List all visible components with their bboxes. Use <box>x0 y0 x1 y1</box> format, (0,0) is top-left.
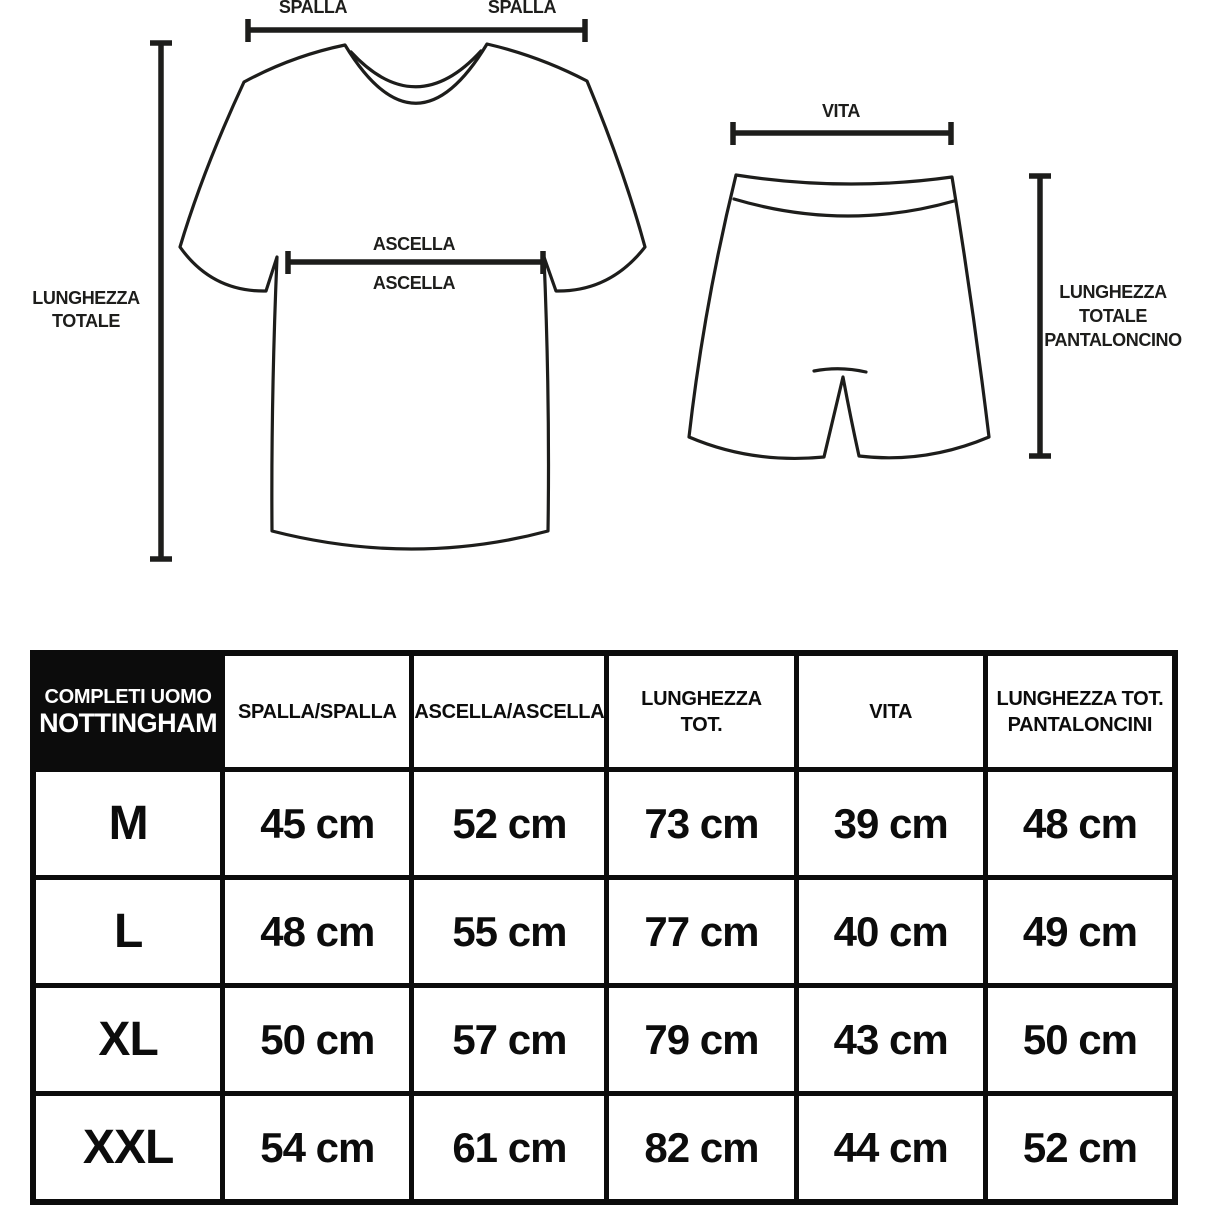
lunghezza-totale-label-line1: LUNGHEZZA <box>32 288 140 308</box>
value-l-pantaloncini: 49 cm <box>988 880 1172 983</box>
vita-measure-line <box>733 122 951 145</box>
vita-label: VITA <box>821 101 861 121</box>
column-header-pantaloncini: LUNGHEZZA TOT. PANTALONCINI <box>988 656 1172 767</box>
spalla-left-label: SPALLA <box>278 0 348 17</box>
value-m-ascella: 52 cm <box>414 772 604 875</box>
value-xxl-ascella: 61 cm <box>414 1096 604 1199</box>
value-m-spalla: 45 cm <box>225 772 409 875</box>
table-title-cell <box>36 656 220 767</box>
size-label-m: M <box>36 772 220 875</box>
value-xl-pantaloncini: 50 cm <box>988 988 1172 1091</box>
ascella-bottom-label: ASCELLA <box>372 273 456 293</box>
value-l-vita: 40 cm <box>799 880 983 983</box>
value-m-lunghezza: 73 cm <box>609 772 793 875</box>
value-xxl-spalla: 54 cm <box>225 1096 409 1199</box>
spalla-measure-line <box>248 19 585 42</box>
value-l-spalla: 48 cm <box>225 880 409 983</box>
value-m-vita: 39 cm <box>799 772 983 875</box>
column-header-ascella: ASCELLA/ASCELLA <box>414 656 604 767</box>
lunghezza-pantaloncino-label-line3: PANTALONCINO <box>1044 330 1182 350</box>
value-l-lunghezza: 77 cm <box>609 880 793 983</box>
column-header-lunghezza-tot: LUNGHEZZA TOT. <box>609 656 793 767</box>
ascella-top-label: ASCELLA <box>372 234 456 254</box>
value-xxl-lunghezza: 82 cm <box>609 1096 793 1199</box>
size-label-l: L <box>36 880 220 983</box>
column-header-spalla: SPALLA/SPALLA <box>225 656 409 767</box>
tshirt-outline <box>180 44 645 549</box>
value-xl-lunghezza: 79 cm <box>609 988 793 1091</box>
shorts-outline <box>689 175 989 458</box>
lunghezza-totale-label-line2: TOTALE <box>52 311 120 331</box>
table-title-line2: NOTTINGHAM <box>39 707 218 738</box>
value-xl-spalla: 50 cm <box>225 988 409 1091</box>
lunghezza-pantaloncino-label-line1: LUNGHEZZA <box>1059 282 1167 302</box>
value-xl-ascella: 57 cm <box>414 988 604 1091</box>
value-m-pantaloncini: 48 cm <box>988 772 1172 875</box>
tshirt-drawing <box>180 44 645 549</box>
value-xxl-pantaloncini: 52 cm <box>988 1096 1172 1199</box>
size-chart-table <box>30 650 1178 1205</box>
lunghezza-totale-measure-line <box>150 43 172 559</box>
size-label-xl: XL <box>36 988 220 1091</box>
spalla-right-label: SPALLA <box>487 0 557 17</box>
column-header-vita: VITA <box>799 656 983 767</box>
value-l-ascella: 55 cm <box>414 880 604 983</box>
table-title-line1: COMPLETI UOMO <box>44 685 212 708</box>
shorts-drawing <box>689 175 989 458</box>
lunghezza-pantaloncino-label-line2: TOTALE <box>1079 306 1147 326</box>
value-xxl-vita: 44 cm <box>799 1096 983 1199</box>
size-label-xxl: XXL <box>36 1096 220 1199</box>
lunghezza-pantaloncino-measure-line <box>1029 176 1051 456</box>
value-xl-vita: 43 cm <box>799 988 983 1091</box>
